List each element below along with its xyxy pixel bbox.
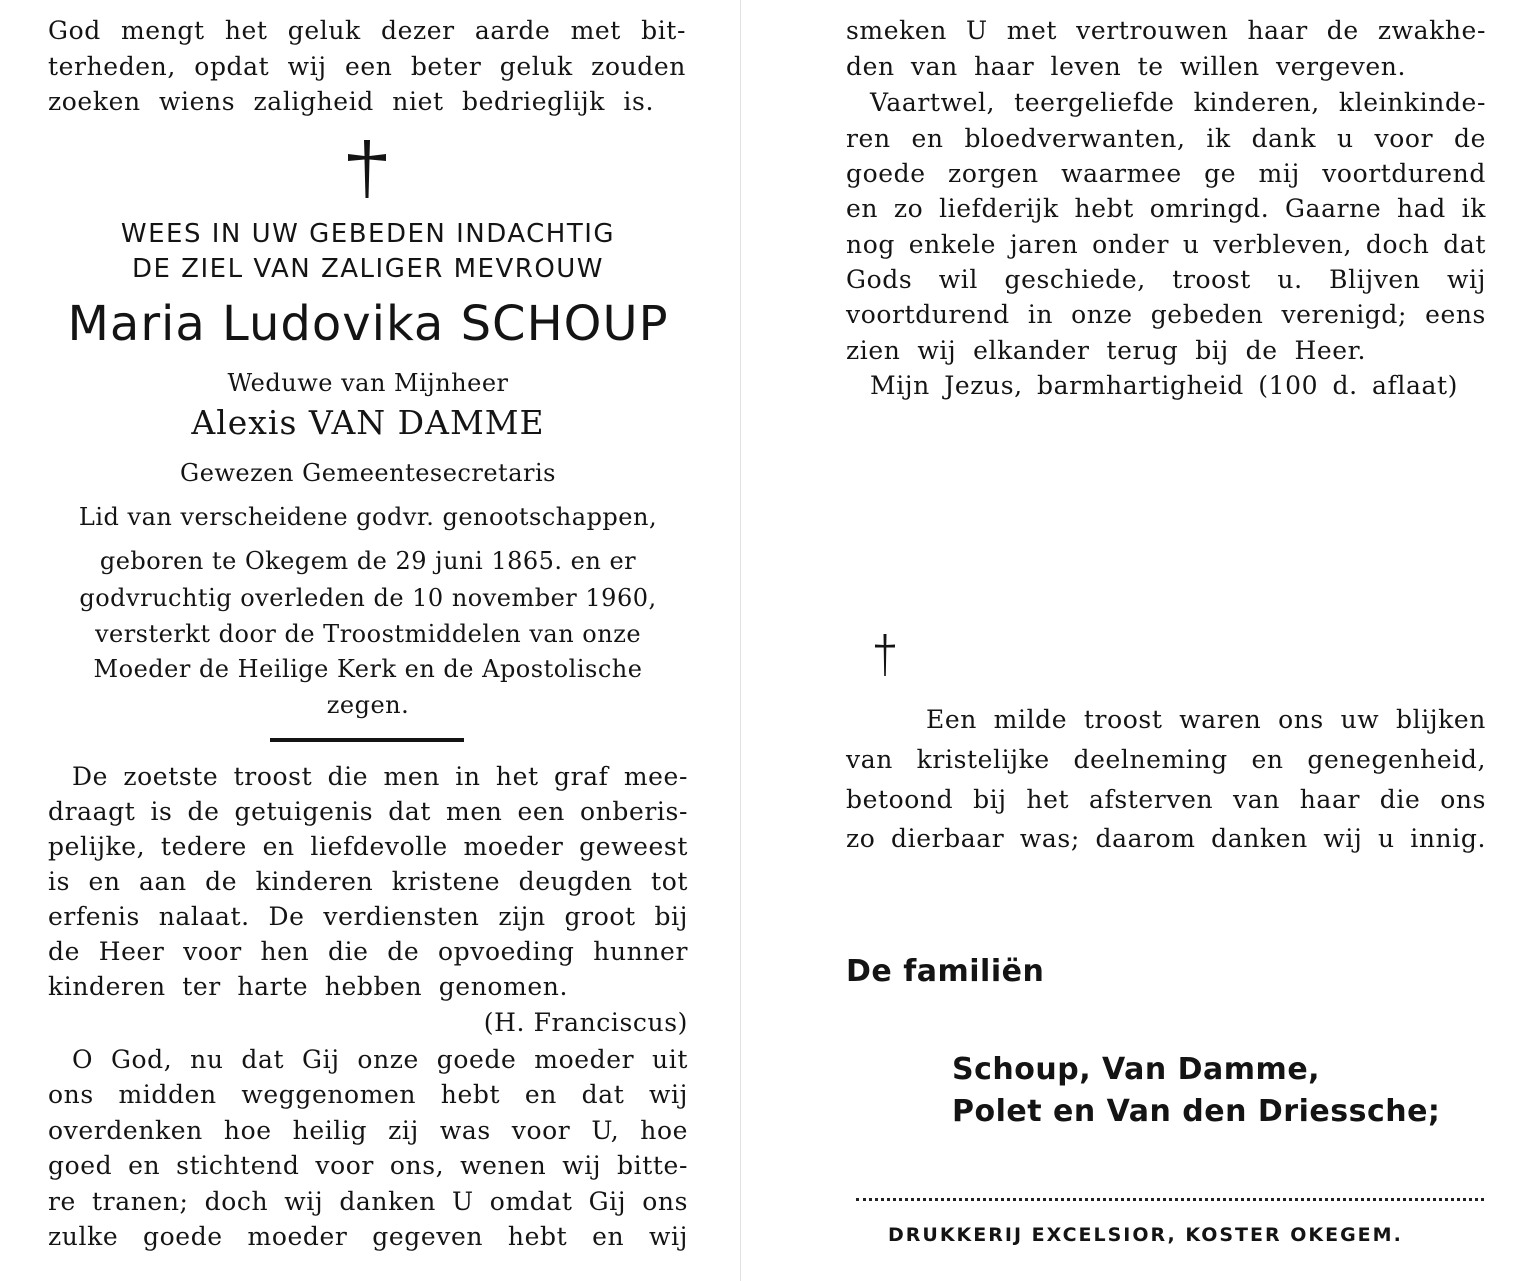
farewell-line: zien wij elkander terug bij de Heer. bbox=[846, 336, 1366, 365]
widow-of: Weduwe van Mijnheer bbox=[227, 369, 509, 397]
bio-line: zegen. bbox=[326, 691, 410, 719]
thanks-line: zo dierbaar was; daarom danken wij u innig. bbox=[846, 824, 1486, 853]
quote-line: De zoetste troost die men in het graf mee- bbox=[72, 762, 688, 791]
quote-line: draagt is de getuigenis dat men een onberis- bbox=[48, 797, 688, 826]
families-label: De familiën bbox=[846, 954, 1045, 989]
heading-line: DE ZIEL VAN ZALIGER MEVROUW bbox=[131, 254, 605, 284]
prayer-line: zulke goede moeder gegeven hebt en wij bbox=[48, 1222, 688, 1251]
husband-name: Alexis VAN DAMME bbox=[191, 403, 545, 442]
bio-line: Moeder de Heilige Kerk en de Apostolische bbox=[93, 655, 643, 683]
separator-rule bbox=[270, 738, 464, 742]
farewell-line: ren en bloedverwanten, ik dank u voor de bbox=[846, 124, 1486, 153]
deceased-name: Maria Ludovika SCHOUP bbox=[67, 296, 669, 352]
prayer-line: goed en stichtend voor ons, wenen wij bitte- bbox=[48, 1151, 688, 1180]
intro-line: God mengt het geluk dezer aarde met bit- bbox=[48, 16, 686, 45]
indulgence-line: Mijn Jezus, barmhartigheid (100 d. aflaat) bbox=[870, 371, 1458, 400]
prayer-cont-line: smeken U met vertrouwen haar de zwakhe- bbox=[846, 16, 1486, 45]
prayer-cont-line: den van haar leven te willen vergeven. bbox=[846, 52, 1406, 81]
heading-line: WEES IN UW GEBEDEN INDACHTIG bbox=[120, 219, 616, 249]
prayer-line: re tranen; doch wij danken U omdat Gij ons bbox=[48, 1187, 688, 1216]
family-names-line: Schoup, Van Damme, bbox=[952, 1052, 1321, 1087]
bio-line: versterkt door de Troostmiddelen van onze bbox=[94, 620, 642, 648]
quote-line: pelijke, tedere en liefdevolle moeder geweest bbox=[48, 832, 688, 861]
quote-line: kinderen ter harte hebben genomen. bbox=[48, 972, 568, 1001]
farewell-line: en zo liefderijk hebt omringd. Gaarne had ik bbox=[846, 194, 1486, 223]
bio-line: geboren te Okegem de 29 juni 1865. en er bbox=[99, 547, 637, 575]
latin-cross-icon bbox=[872, 632, 898, 678]
intro-line: terheden, opdat wij een beter geluk zouden bbox=[48, 52, 686, 81]
bio-line: Lid van verscheidene godvr. genootschappen, bbox=[78, 503, 658, 531]
latin-cross-icon bbox=[344, 136, 390, 202]
husband-title: Gewezen Gemeentesecretaris bbox=[180, 459, 556, 487]
thanks-line: Een milde troost waren ons uw blijken bbox=[926, 705, 1486, 734]
quote-source: (H. Franciscus) bbox=[483, 1008, 688, 1037]
farewell-line: goede zorgen waarmee ge mij voortdurend bbox=[846, 159, 1486, 188]
farewell-line: Vaartwel, teergeliefde kinderen, kleinkinde- bbox=[870, 88, 1486, 117]
prayer-line: ons midden weggenomen hebt en dat wij bbox=[48, 1080, 688, 1109]
right-page bbox=[790, 0, 1529, 1281]
quote-line: de Heer voor hen die de opvoeding hunner bbox=[48, 937, 688, 966]
farewell-line: nog enkele jaren onder u verbleven, doch dat bbox=[846, 230, 1486, 259]
prayer-line: overdenken hoe heilig zij was voor U, hoe bbox=[48, 1116, 688, 1145]
thanks-line: van kristelijke deelneming en genegenheid, bbox=[846, 745, 1486, 774]
farewell-line: Gods wil geschiede, troost u. Blijven wij bbox=[846, 265, 1486, 294]
quote-line: is en aan de kinderen kristene deugden tot bbox=[48, 867, 688, 896]
intro-line: zoeken wiens zaligheid niet bedrieglijk is. bbox=[48, 87, 654, 116]
family-names-line: Polet en Van den Driessche; bbox=[952, 1094, 1441, 1129]
printer-imprint: DRUKKERIJ EXCELSIOR, KOSTER OKEGEM. bbox=[888, 1224, 1403, 1246]
dotted-separator bbox=[856, 1198, 1484, 1201]
left-page bbox=[0, 0, 741, 1281]
thanks-line: betoond bij het afsterven van haar die ons bbox=[846, 785, 1486, 814]
prayer-line: O God, nu dat Gij onze goede moeder uit bbox=[72, 1045, 688, 1074]
farewell-line: voortdurend in onze gebeden verenigd; eens bbox=[846, 300, 1486, 329]
quote-line: erfenis nalaat. De verdiensten zijn groot bij bbox=[48, 902, 688, 931]
bio-line: godvruchtig overleden de 10 november 1960, bbox=[79, 584, 657, 612]
